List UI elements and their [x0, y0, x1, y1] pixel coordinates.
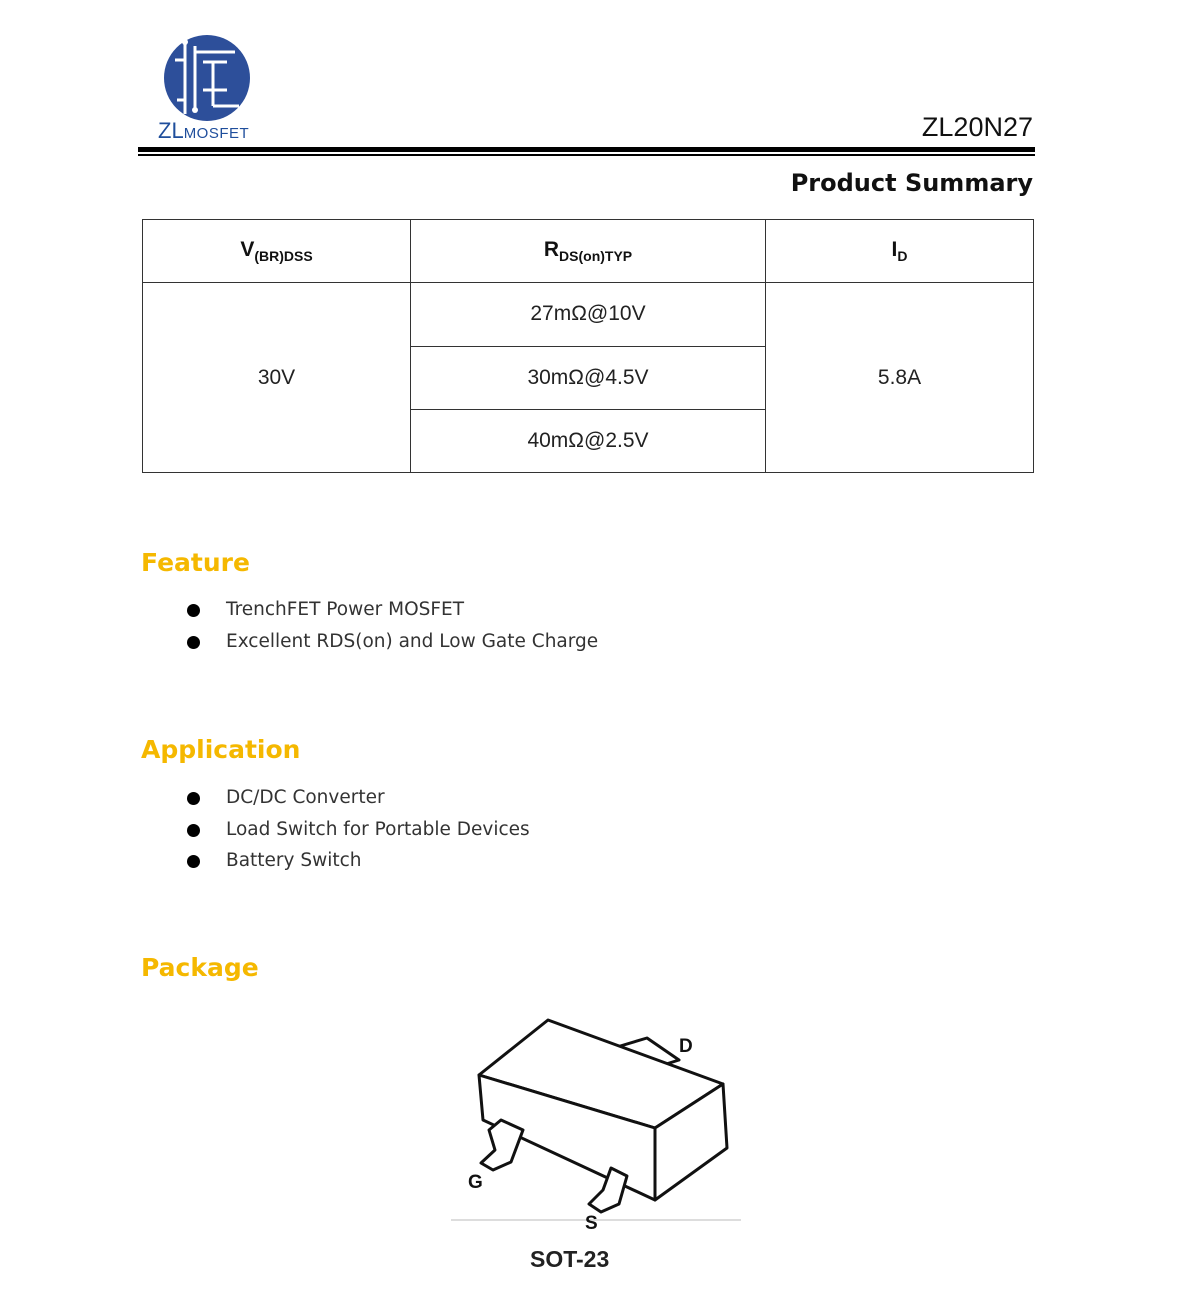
header-rule-thick [138, 147, 1035, 152]
cell-vbrdss: 30V [143, 283, 411, 473]
bullet-icon [187, 792, 200, 805]
header-vbrdss [143, 220, 411, 283]
part-number: ZL20N27 [921, 112, 1033, 142]
product-summary-title: Product Summary [790, 169, 1033, 197]
table-header-row [143, 220, 1034, 283]
bullet-icon [187, 824, 200, 837]
logo-text-small: MOSFET [183, 125, 250, 142]
feature-list [187, 597, 598, 660]
cell-rdson-2-5v: 40mΩ@2.5V [411, 409, 766, 472]
list-item [187, 597, 598, 629]
header-rule-thin [138, 154, 1035, 156]
application-item-text: Load Switch for Portable Devices [226, 818, 530, 840]
list-item [187, 629, 598, 661]
feature-item-text: TrenchFET Power MOSFET [226, 599, 465, 620]
package-caption: SOT-23 [530, 1246, 610, 1272]
header-vbrdss-main: V [240, 238, 255, 262]
cell-rdson-10v: 27mΩ@10V [411, 283, 766, 346]
logo-text-main: ZL [158, 118, 184, 143]
header-rdson [411, 220, 766, 283]
header-id-main: I [891, 238, 898, 262]
table-row [143, 283, 1034, 346]
header-id [766, 220, 1034, 283]
application-item-text: DC/DC Converter [226, 787, 385, 808]
header-rdson-sub: DS(on)TYP [559, 248, 633, 265]
feature-heading: Feature [141, 548, 250, 577]
header-rdson-main: R [543, 238, 560, 262]
pin-label-d: D [679, 1036, 693, 1057]
list-item [187, 848, 530, 880]
bullet-icon [187, 855, 200, 868]
logo-wordmark [158, 118, 249, 144]
application-item-text: Battery Switch [226, 850, 362, 871]
sot23-package-drawing [451, 1000, 741, 1230]
cell-rdson-4-5v: 30mΩ@4.5V [411, 346, 766, 409]
header-id-sub: D [897, 248, 908, 265]
bullet-icon [187, 604, 200, 617]
application-heading: Application [141, 735, 301, 764]
application-list [187, 785, 530, 880]
header-vbrdss-sub: (BR)DSS [254, 248, 313, 265]
pin-label-g: G [468, 1172, 483, 1193]
pin-label-s: S [585, 1213, 598, 1230]
package-heading: Package [141, 953, 259, 982]
cell-id: 5.8A [766, 283, 1034, 473]
bullet-icon [187, 636, 200, 649]
feature-item-text: Excellent RDS(on) and Low Gate Charge [226, 630, 599, 652]
product-summary-table [142, 219, 1034, 473]
list-item [187, 785, 530, 817]
list-item [187, 817, 530, 849]
